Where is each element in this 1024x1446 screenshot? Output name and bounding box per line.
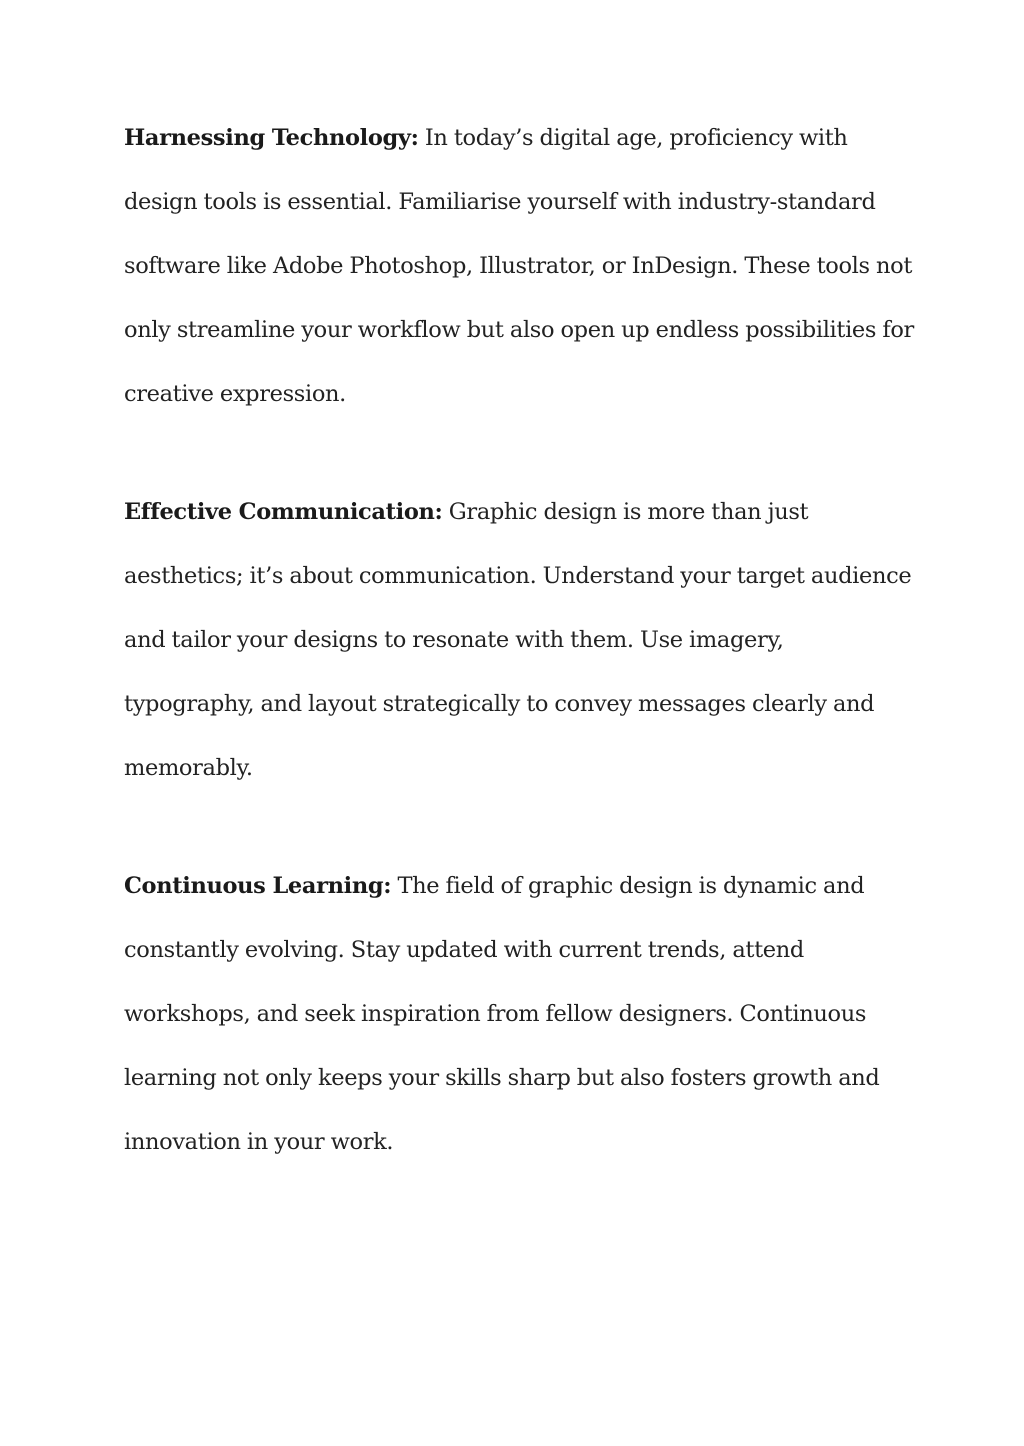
paragraph-text: In today’s digital age, proficiency with design tools is essential. Familiarise yourself with industry-standard software like Adobe Photoshop, Illustrator, or InDesign. These tools not only streamline your workflow but also open up endless possibilities for creative expression.: [124, 125, 914, 407]
paragraph-text: The field of graphic design is dynamic and constantly evolving. Stay updated with current trends, attend workshops, and seek inspiration from fellow designers. Continuous learning not only keeps your skills sharp but also fosters growth and innovation in your work.: [124, 873, 880, 1155]
paragraph-heading: Continuous Learning:: [124, 873, 392, 899]
paragraph-text: Graphic design is more than just aesthetics; it’s about communication. Understand your target audience and tailor your designs to resonate with them. Use imagery, typography, and layout strategically to convey messages clearly and memorably.: [124, 499, 912, 781]
paragraph-heading: Effective Communication:: [124, 499, 443, 525]
document-body: [124, 106, 914, 1228]
paragraph-harnessing-technology: [124, 106, 914, 426]
paragraph-heading: Harnessing Technology:: [124, 125, 419, 151]
paragraph-continuous-learning: [124, 854, 914, 1174]
paragraph-effective-communication: [124, 480, 914, 800]
